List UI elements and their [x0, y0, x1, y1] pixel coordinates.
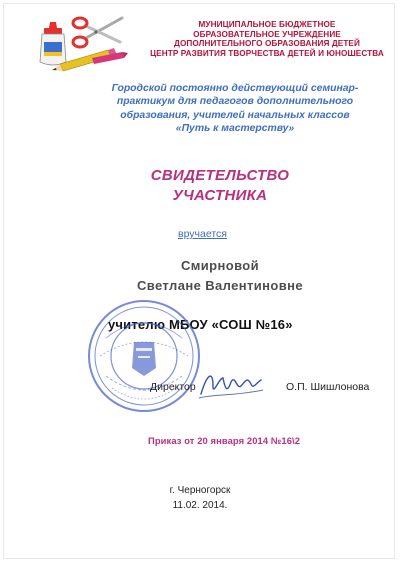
institution-header — [148, 20, 386, 58]
awarded-label: вручается — [178, 228, 227, 240]
signatory-name: О.П. Шишлонова — [286, 381, 370, 393]
title-line: УЧАСТНИКА — [172, 187, 268, 204]
glue-bottle-icon — [40, 22, 66, 65]
certificate-title — [140, 166, 300, 206]
header-line: МУНИЦИПАЛЬНОЕ БЮДЖЕТНОЕ — [198, 20, 336, 29]
school-supplies-icon — [30, 12, 130, 74]
recipient-name — [80, 256, 360, 296]
issue-city: г. Черногорск — [169, 485, 231, 496]
signatory-title: Директор — [150, 381, 196, 393]
recipient-position: учителю МБОУ «СОШ №16» — [108, 317, 293, 332]
order-reference: Приказ от 20 января 2014 №16\2 — [148, 435, 301, 446]
recipient-surname: Смирновой — [180, 258, 260, 273]
issue-date: 11.02. 2014. — [172, 500, 228, 511]
intro-line: «Путь к мастерству» — [175, 122, 295, 134]
handwritten-signature-icon — [195, 364, 267, 404]
title-line: СВИДЕТЕЛЬСТВО — [150, 167, 290, 184]
intro-line: практикум для педагогов дополнительного — [116, 96, 354, 108]
header-line: ОБРАЗОВАТЕЛЬНОЕ УЧРЕЖДЕНИЕ — [193, 29, 341, 39]
official-seal-icon — [86, 298, 202, 414]
scissors-icon — [73, 18, 122, 47]
recipient-given-names: Светлане Валентиновне — [136, 278, 304, 293]
header-line: ДОПОЛНИТЕЛЬНОГО ОБРАЗОВАНИЯ ДЕТЕЙ — [174, 39, 360, 49]
intro-line: образования, учителей начальных классов — [120, 109, 350, 121]
intro-line: Городской постоянно действующий семинар- — [111, 83, 359, 94]
seminar-description — [85, 82, 385, 135]
header-line: ЦЕНТР РАЗВИТИЯ ТВОРЧЕСТВА ДЕТЕЙ И ЮНОШЕСТВА — [150, 48, 384, 58]
